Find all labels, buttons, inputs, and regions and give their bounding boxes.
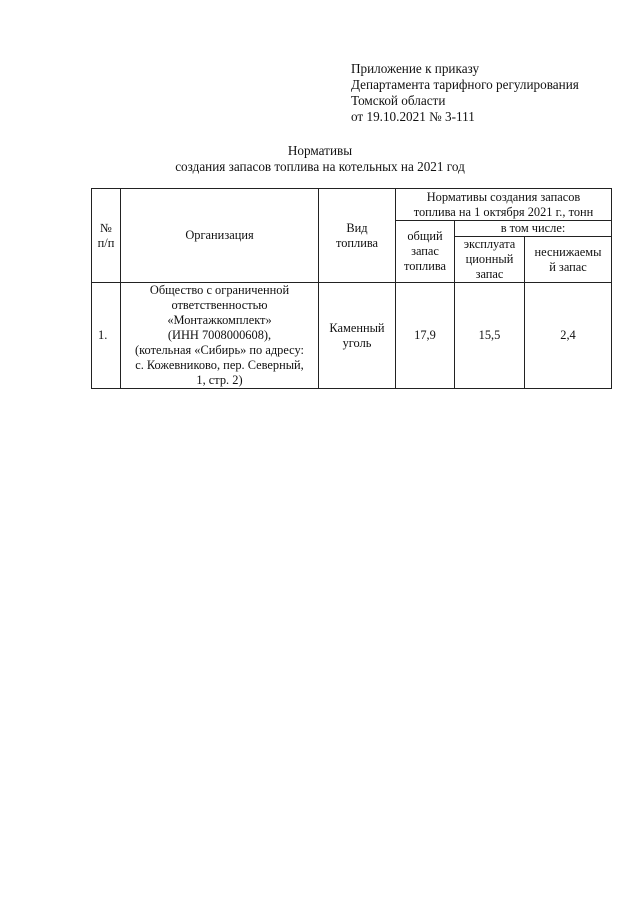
row-minimum-stock: 2,4 bbox=[525, 283, 612, 389]
header-norms: Нормативы создания запасов топлива на 1 октября 2021 г., тонн bbox=[396, 189, 612, 221]
title-line-2: создания запасов топлива на котельных на 2021 год bbox=[175, 159, 465, 174]
approval-line: Томской области bbox=[351, 93, 446, 108]
header-row-1 bbox=[92, 189, 612, 221]
header-organization: Организация bbox=[121, 189, 319, 283]
title-line-1: Нормативы bbox=[287, 143, 353, 158]
header-total-stock: общий запас топлива bbox=[396, 221, 455, 283]
approval-line: Приложение к приказу bbox=[351, 61, 480, 76]
header-operational-stock: эксплуата ционный запас bbox=[455, 237, 525, 283]
norms-table bbox=[91, 188, 612, 389]
row-num: 1. bbox=[92, 283, 121, 389]
header-fuel-type: Вид топлива bbox=[319, 189, 396, 283]
approval-block bbox=[351, 61, 579, 125]
approval-date-line: от 19.10.2021 № 3-111 bbox=[351, 109, 475, 124]
row-operational-stock: 15,5 bbox=[455, 283, 525, 389]
header-minimum-stock: неснижаемы й запас bbox=[525, 237, 612, 283]
header-num: № п/п bbox=[92, 189, 121, 283]
row-fuel-type: Каменный уголь bbox=[319, 283, 396, 389]
document-title bbox=[0, 143, 640, 175]
table-row bbox=[92, 283, 612, 389]
row-organization: Общество с ограниченной ответственностью «Монтажкомплект» (ИНН 7008000608), (котельная «Сибирь» по адресу: с. Кожевниково, пер. Северный, 1, стр. 2) bbox=[121, 283, 319, 389]
row-total-stock: 17,9 bbox=[396, 283, 455, 389]
approval-line: Департамента тарифного регулирования bbox=[351, 77, 579, 92]
header-including: в том числе: bbox=[455, 221, 612, 237]
